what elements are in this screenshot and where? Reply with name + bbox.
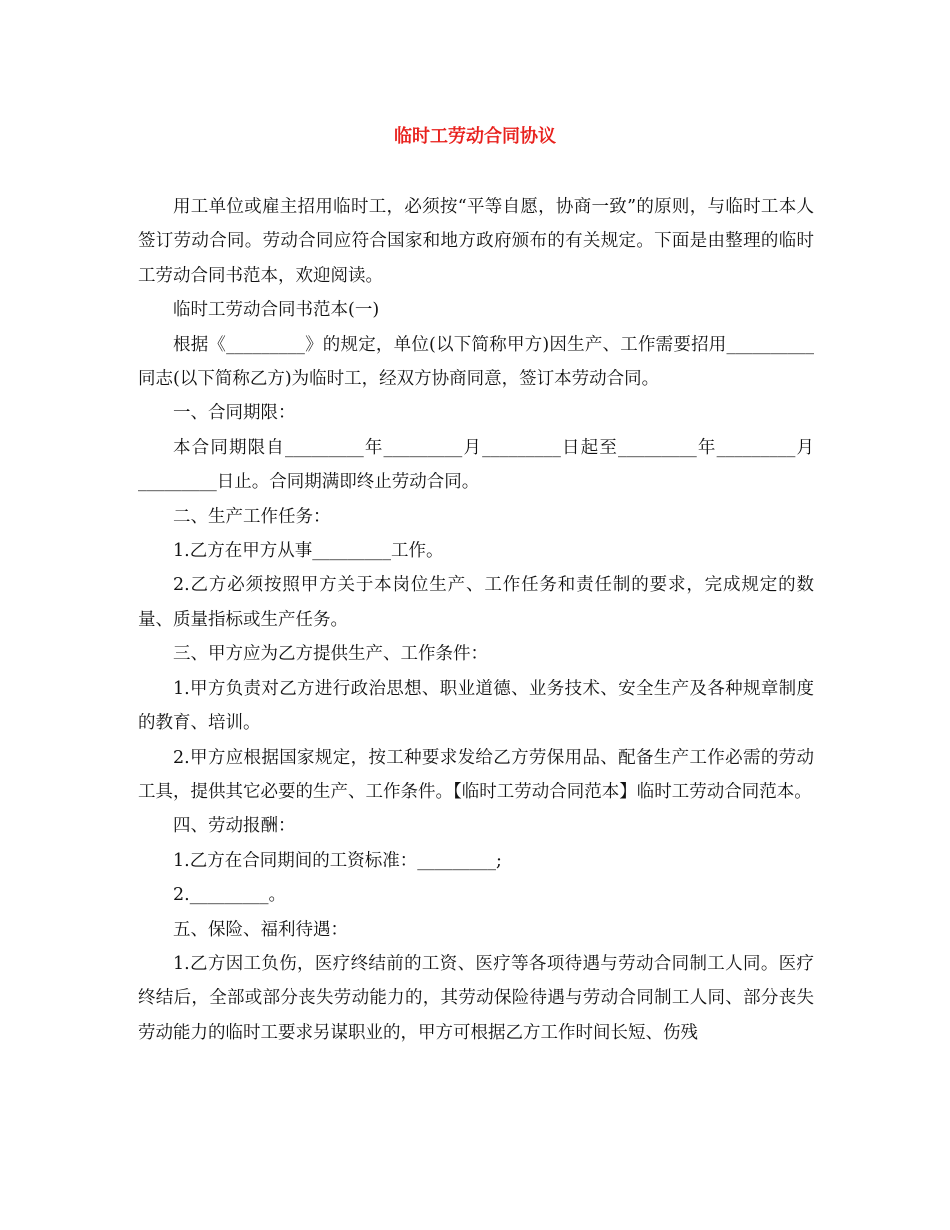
section-heading-insurance-welfare: 五、保险、福利待遇： xyxy=(173,919,348,940)
paragraph-work-task-2: 2.乙方必须按照甲方关于本岗位生产、工作任务和责任制的要求，完成规定的数量、质量指标或生产任务。 xyxy=(138,575,814,630)
section-heading-work-tasks: 二、生产工作任务： xyxy=(173,506,331,527)
paragraph-contract-term: 本合同期限自_________年_________月_________日起至_________年_________月_________日止。合同期满即终止劳动合同。 xyxy=(138,437,814,493)
document-title: 临时工劳动合同协议 xyxy=(394,126,556,147)
paragraph-condition-1: 1.甲方负责对乙方进行政治思想、职业道德、业务技术、安全生产及各种规章制度的教育、培训。 xyxy=(138,678,814,734)
document-body xyxy=(138,190,814,1050)
paragraph-insurance-1: 1.乙方因工负伤，医疗终结前的工资、医疗等各项待遇与劳动合同制工人同。医疗终结后，全部或部分丧失劳动能力的，其劳动保险待遇与劳动合同制工人同、部分丧失劳动能力的临时工要求另谋职业的，甲方可根据乙方工作时间长短、伤残 xyxy=(138,953,814,1043)
paragraph-remuneration-1: 1.乙方在合同期间的工资标准：_________; xyxy=(173,850,502,871)
paragraph-condition-2: 2.甲方应根据国家规定，按工种要求发给乙方劳保用品、配备生产工作必需的劳动工具，提供其它必要的生产、工作条件。【临时工劳动合同范本】临时工劳动合同范本。 xyxy=(138,747,814,802)
paragraph-basis: 根据《_________》的规定，单位(以下简称甲方)因生产、工作需要招用__________同志(以下简称乙方)为临时工，经双方协商同意，签订本劳动合同。 xyxy=(138,334,814,390)
paragraph-intro: 用工单位或雇主招用临时工，必须按“平等自愿，协商一致”的原则，与临时工本人签订劳动合同。劳动合同应符合国家和地方政府颁布的有关规定。下面是由整理的临时工劳动合同书范本，欢迎阅读。 xyxy=(138,197,814,286)
section-heading-remuneration: 四、劳动报酬： xyxy=(173,816,296,837)
section-heading-contract-term: 一、合同期限： xyxy=(173,403,296,424)
paragraph-heading-sample-one: 临时工劳动合同书范本(一) xyxy=(173,300,380,321)
paragraph-work-task-1: 1.乙方在甲方从事_________工作。 xyxy=(173,541,444,562)
paragraph-remuneration-2: 2._________。 xyxy=(173,885,286,906)
section-heading-work-conditions: 三、甲方应为乙方提供生产、工作条件： xyxy=(173,644,488,665)
